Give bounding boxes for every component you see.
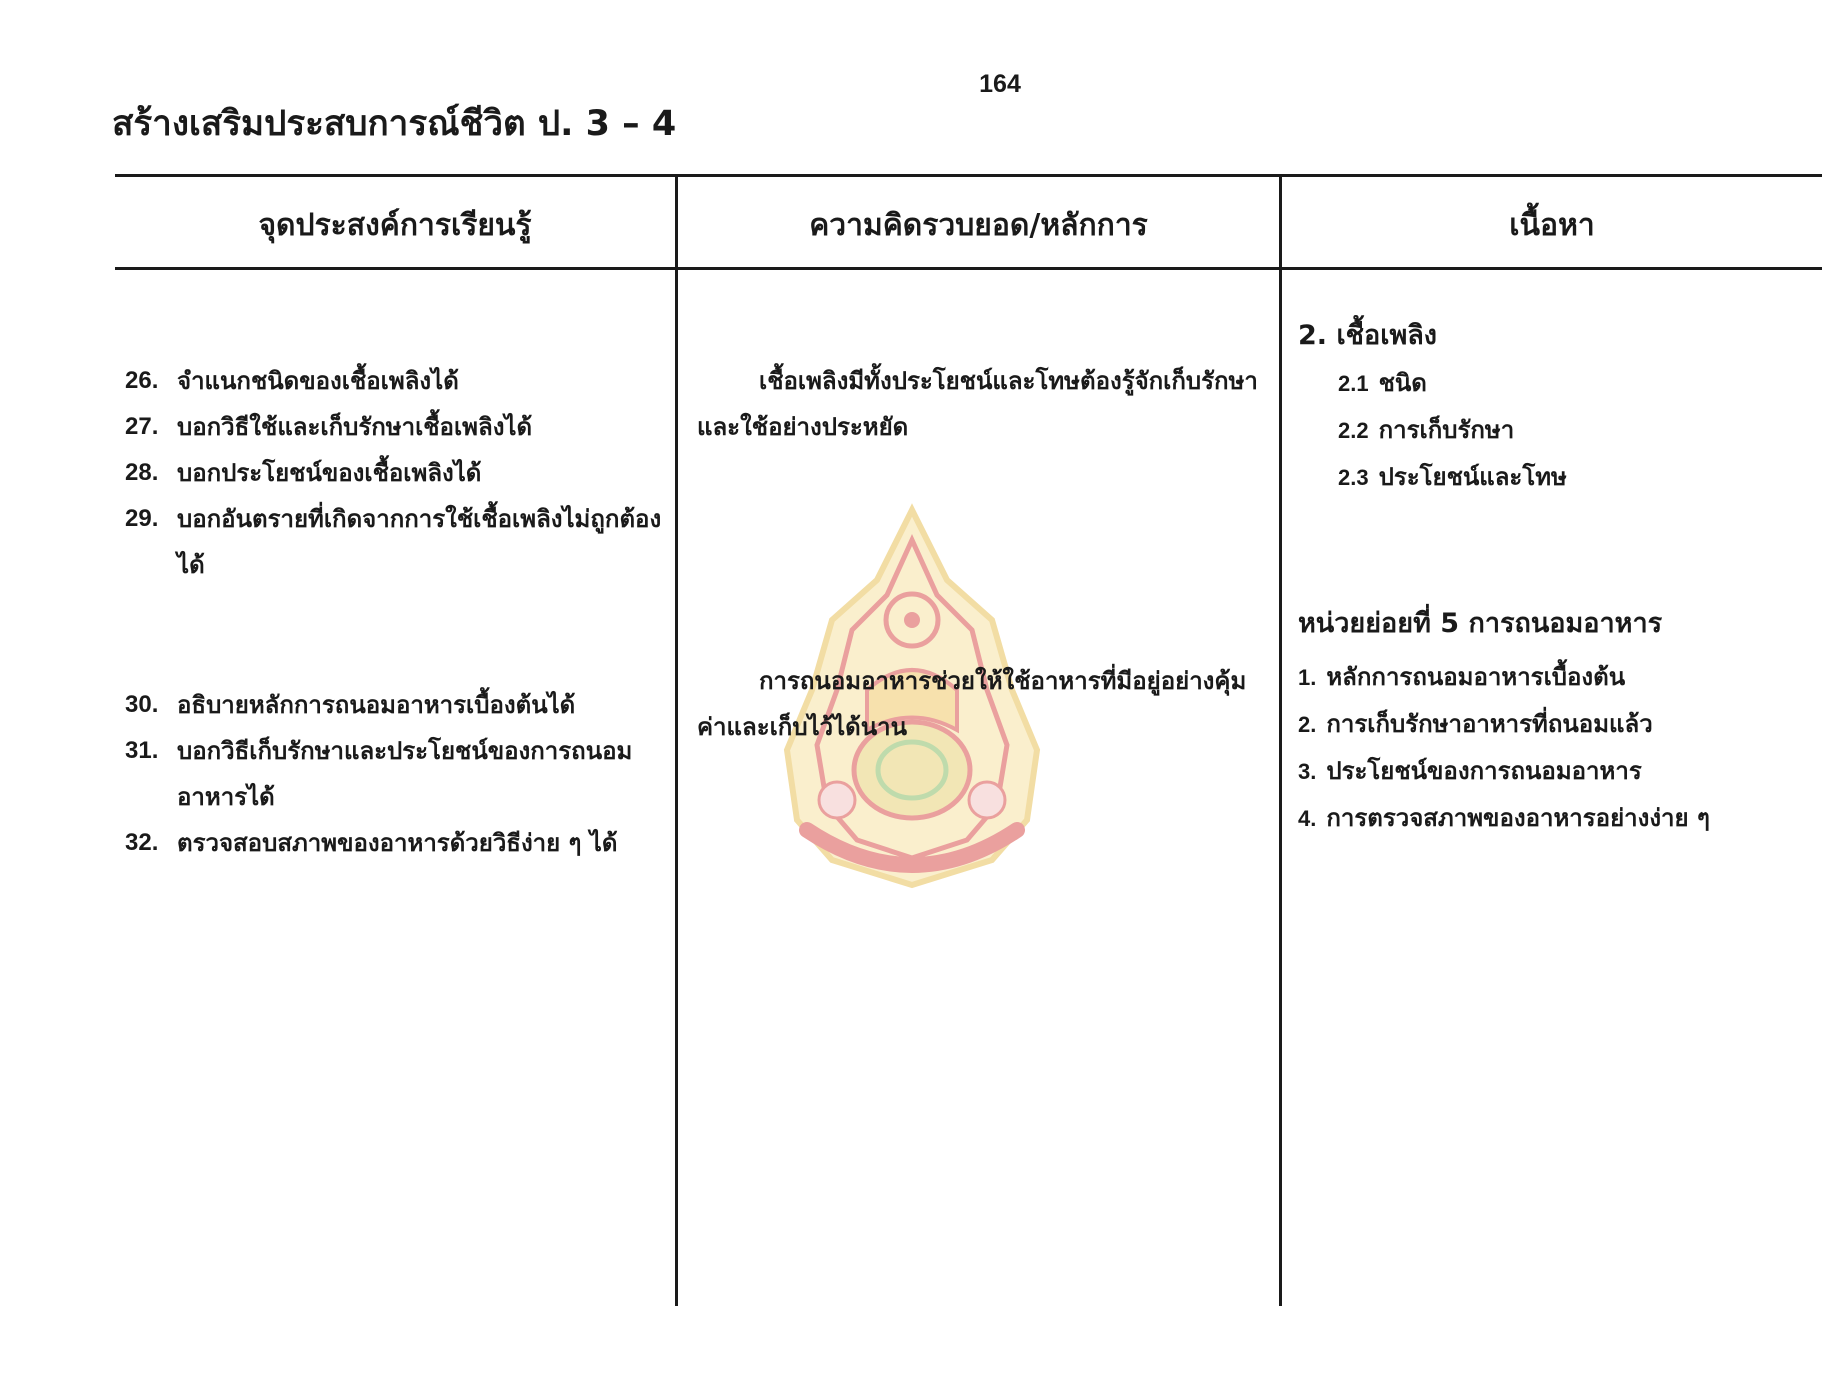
column-header-objectives: จุดประสงค์การเรียนรู้ — [258, 208, 532, 243]
content-item-text: การตรวจสภาพของอาหารอย่างง่าย ๆ — [1326, 804, 1710, 832]
objective-item — [125, 450, 670, 496]
content-item-text: ชนิด — [1378, 369, 1427, 397]
content-item-text: ประโยชน์และโทษ — [1378, 463, 1567, 491]
table-header-rule — [115, 267, 1822, 270]
objective-number: 27. — [125, 413, 159, 440]
content-item-number: 2. — [1298, 712, 1317, 737]
column-divider-2 — [1279, 176, 1282, 1306]
column-header-content: เนื้อหา — [1509, 208, 1595, 243]
objective-text: บอกวิธีเก็บรักษาและประโยชน์ของการถนอมอาหารได้ — [177, 737, 633, 811]
concept-paragraph: เชื้อเพลิงมีทั้งประโยชน์และโทษต้องรู้จักเก็บรักษาและใช้อย่างประหยัด — [697, 367, 1258, 441]
table-top-rule — [115, 174, 1822, 177]
objective-number: 28. — [125, 459, 159, 486]
content-item — [1298, 360, 1818, 407]
objective-number: 26. — [125, 367, 159, 394]
objective-text: ตรวจสอบสภาพของอาหารด้วยวิธีง่าย ๆ ได้ — [177, 829, 618, 857]
content-section-food-preservation — [1298, 600, 1818, 842]
content-item-number: 1. — [1298, 665, 1317, 690]
objective-number: 31. — [125, 737, 159, 764]
objective-text: บอกประโยชน์ของเชื้อเพลิงได้ — [177, 459, 482, 487]
content-list — [1298, 360, 1818, 501]
objective-number: 32. — [125, 829, 159, 856]
column-divider-1 — [675, 176, 678, 1306]
content-list — [1298, 654, 1818, 842]
column-header-concepts: ความคิดรวบยอด/หลักการ — [809, 208, 1148, 243]
content-item-number: 2.3 — [1338, 465, 1369, 490]
content-item — [1298, 748, 1818, 795]
content-item-text: การเก็บรักษา — [1378, 416, 1515, 444]
content-item-text: ประโยชน์ของการถนอมอาหาร — [1326, 757, 1642, 785]
objective-item — [125, 496, 670, 588]
content-item — [1298, 454, 1818, 501]
objective-text: บอกอันตรายที่เกิดจากการใช้เชื้อเพลิงไม่ถูกต้องได้ — [177, 505, 662, 579]
objective-item — [125, 682, 670, 728]
content-item-text: การเก็บรักษาอาหารที่ถนอมแล้ว — [1326, 710, 1653, 738]
content-section-fuel — [1298, 312, 1818, 501]
content-item-number: 2.2 — [1338, 418, 1369, 443]
book-title: สร้างเสริมประสบการณ์ชีวิต ป. 3 – 4 — [112, 104, 677, 144]
objective-text: บอกวิธีใช้และเก็บรักษาเชื้อเพลิงได้ — [177, 413, 533, 441]
content-item-text: หลักการถนอมอาหารเบื้องต้น — [1326, 663, 1626, 691]
objective-number: 29. — [125, 505, 159, 532]
content-item-number: 3. — [1298, 759, 1317, 784]
objectives-list — [125, 358, 670, 866]
objective-item — [125, 728, 670, 820]
concept-paragraph: การถนอมอาหารช่วยให้ใช้อาหารที่มีอยู่อย่างคุ้มค่าและเก็บไว้ได้นาน — [697, 667, 1247, 741]
objective-item — [125, 358, 670, 404]
content-item-number: 4. — [1298, 806, 1317, 831]
page-number: 164 — [979, 70, 1021, 98]
content-item — [1298, 654, 1818, 701]
content-item — [1298, 795, 1818, 842]
content-section-title: หน่วยย่อยที่ 5 การถนอมอาหาร — [1298, 608, 1663, 639]
objective-item — [125, 820, 670, 866]
content-item-number: 2.1 — [1338, 371, 1369, 396]
objective-number: 30. — [125, 691, 159, 718]
content-item — [1298, 701, 1818, 748]
objective-text: อธิบายหลักการถนอมอาหารเบื้องต้นได้ — [177, 691, 576, 719]
content-item — [1298, 407, 1818, 454]
content-section-title: 2. เชื้อเพลิง — [1298, 320, 1437, 351]
objective-text: จำแนกชนิดของเชื้อเพลิงได้ — [177, 367, 459, 395]
objective-item — [125, 404, 670, 450]
objective-group-spacer — [125, 588, 670, 682]
